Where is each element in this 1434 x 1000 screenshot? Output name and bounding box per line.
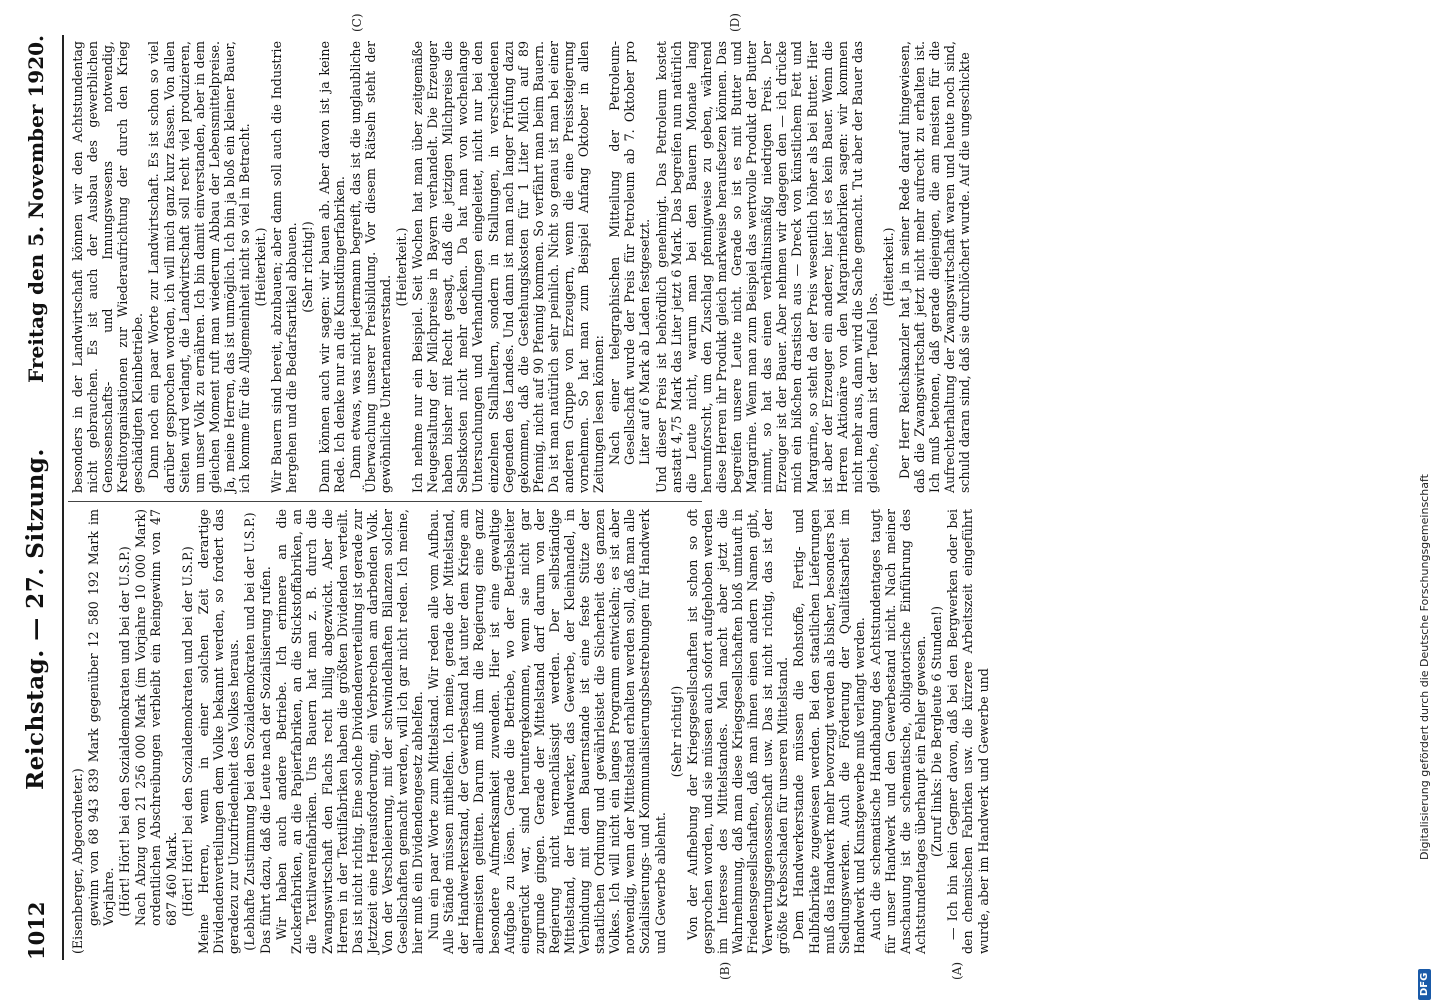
interjection: (Hört! Hört! bei den Sozialdemokraten und bei der U.S.P.)	[117, 546, 133, 917]
interjection: (Sehr richtig!)	[668, 685, 684, 778]
paragraph: Dem Handwerkerstande müssen die Rohstoffe, Fertig- und Halbfabrikate zugewiesen werden. Bei den staatlichen Lieferungen muß das Handwerk mehr bevorzugt werden als bisher, besonders bei Siedlungswerken. Auch die Förderung der Qualitätsarbeit im Handwerk und Kunstgewerbe muß verlangt werden.	[791, 509, 867, 954]
paragraph: Nach Abzug von 21 256 000 Mark (im Vorjahre 10 000 Mark) ordentlichen Abschreibungen verbleibt ein Reingewinn von 47 687 460 Mark.	[133, 509, 179, 926]
header-rule	[62, 35, 64, 960]
digitization-credit: Digitalisierung gefördert durch die Deutsche Forschungsgemeinschaft	[1418, 474, 1431, 860]
page-date: Freitag den 5. November 1920.	[24, 35, 48, 383]
paragraph: Und dieser Preis ist behördlich genehmigt. Das Petroleum kostet anstatt 4,75 Mark das Liter jetzt 6 Mark. Das begreifen nun natürlich die Leute nicht, warum man bei den Bauern Monate lang herumforscht, um den Zuschlag pfennigweise zu geben, während diese Herren ihr Produkt gleich markweise heraufsetzen können. Das begreifen unsere Leute nicht. Gerade so ist es mit Butter und Margarine. Wenn man zum Beispiel das wertvolle Produkt der Butter nimmt, so hat das einen verhältnismäßig niedrigen Preis. Der Erzeuger ist der Bauer. Aber nehmen wir dagegen den — ich drücke mich ein bißchen drastisch aus — Dreck von künstlichem Fett und Margarine, so steht da der Preis wesentlich höher als bei Butter. Hier ist aber der Erzeuger ein anderer, hier ist es kein Bauer. Wenn die Herren Aktionäre von den Margarinefabriken sagen: wir kommen nicht mehr aus, dann wird die Sache gemacht. Tut aber der Bauer das gleiche, dann ist der Teufel los.	[653, 41, 880, 493]
paragraph: gewinn von 68 943 839 Mark gegenüber 12 580 192 Mark im Vorjahre.	[86, 509, 117, 926]
page-title: Reichstag. — 27. Sitzung.	[22, 448, 49, 790]
margin-label-d: (D)	[728, 13, 742, 32]
margin-label-b: (B)	[718, 961, 732, 980]
column-divider	[68, 501, 702, 502]
margin-label-c: (C)	[350, 13, 364, 32]
interjection: (Heiterkeit.)	[880, 227, 896, 307]
paragraph: Nun ein paar Worte zum Mittelstand. Wir reden alle vom Aufbau. Alle Stände müssen mithelfen. Ich meine, gerade der Mittelstand, der Handwerkerstand, der Gewerbestand hat unter dem Kriege am allermeisten gelitten. Darum muß ihm die Regierung eine ganz besondere Aufmerksamkeit zuwenden. Hier ist eine gewaltige Aufgabe zu lösen. Gerade die Betriebe, wo der Betriebsleiter eingerückt war, sind heruntergekommen, wenn sie nicht gar zugrunde gingen. Gerade der Mittelstand darf darum von der Regierung nicht vernachlässigt werden. Der selbständige Mittelstand, der Handwerker, das Gewerbe, der Kleinhandel, in Verbindung mit dem Bauernstande ist eine feste Stütze der staatlichen Ordnung und gewährleistet die Sicherheit des ganzen Volkes. Ich will nicht ein langes Programm entwickeln; es ist aber notwendig, wenn der Mittelstand erhalten werden soll, daß man alle Sozialisierungs- und Kommunalisierungsbestrebungen für Handwerk und Gewerbe ablehnt.	[426, 509, 668, 954]
paragraph: Dann können auch wir sagen: wir bauen ab. Aber davon ist ja keine Rede. Ich denke nur an die Kunstdüngerfabriken.	[316, 41, 347, 493]
paragraph: Dann etwas, was nicht jedermann begreift, das ist die unglaubliche Überwachung unserer Preisbildung. Vor diesem Rätseln steht der gewöhnliche Untertanenverstand.	[347, 41, 393, 493]
paragraph: Der Herr Reichskanzler hat ja in seiner Rede darauf hingewiesen, daß die Zwangswirtschaft jetzt nicht mehr aufrecht zu erhalten ist. Ich muß betonen, daß gerade diejenigen, die am meisten für die Aufrechterhaltung der Zwangswirtschaft waren und heute noch sind, schuld daran sind, daß sie durchlöchert wurde. Auf die ungeschickte	[897, 41, 973, 493]
paragraph: besonders in der Landwirtschaft können wir den Achtstundentag nicht gebrauchen. Es ist auch der Ausbau des gewerblichen Genossenschafts- und Innungswesens notwendig, Kreditorganisationen zur Wiederaufrichtung der durch den Krieg geschädigten Kleinbetriebe.	[70, 41, 146, 493]
right-column	[70, 41, 973, 493]
quotation: Nach einer telegraphischen Mitteilung der Petroleum-Gesellschaft wurde der Preis für Petroleum ab 7. Oktober pro Liter auf 6 Mark ab Laden festgesetzt.	[607, 41, 653, 465]
dfg-logo: DFG	[1418, 969, 1431, 1000]
paragraph: Ich nehme nur ein Beispiel. Seit Wochen hat man über zeitgemäße Neugestaltung der Milchpreise in Bayern verhandelt. Die Erzeuger haben bisher mit Recht gesagt, daß die jetzigen Milchpreise die Selbstkosten nicht mehr decken. Da hat man von wochenlange Untersuchungen und Verhandlungen eingeleitet, nicht nur bei den einzelnen Stallhaltern, sondern in Stallungen, in verschiedenen Gegenden des Landes. Und dann ist man nach langer Prüfung dazu gekommen, daß die Gestehungskosten für 1 Liter Milch auf 89 Pfennig, nicht auf 90 Pfennig kommen. So verfährt man beim Bauern. Da ist man natürlich sehr peinlich. Nicht so genau ist man bei einer anderen Gruppe von Erzeugern, wenn die eine Preissteigerung vornehmen. So hat man zum Beispiel Anfang Oktober in allen Zeitungen lesen können:	[410, 41, 607, 493]
paragraph: Wir Bauern sind bereit, abzubauen; aber dann soll auch die Industrie hergehen und die Bedarfsartikel abbauen.	[269, 41, 300, 493]
interjection: (Heiterkeit.)	[393, 227, 409, 307]
page-header	[16, 35, 56, 960]
interjection: (Lebhafte Zustimmung bei den Sozialdemokraten und bei der U.S.P.)	[242, 512, 258, 951]
page-number: 1012	[24, 901, 49, 960]
left-column	[70, 509, 991, 954]
paragraph: Auch die schematische Handhabung des Achtstundentages taugt für unser Handwerk und den Gewerbestand nicht. Nach meiner Anschauung ist die schematische, obligatorische Einführung des Achtstundentages überhaupt ein Fehler gewesen.	[867, 509, 929, 954]
paragraph: Meine Herren, wenn in einer solchen Zeit derartige Dividendenverteilungen dem Volke bekannt werden, so fordert das geradezu zur Unzufriedenheit des Volkes heraus.	[195, 509, 241, 954]
paragraph: Wir haben auch andere Betriebe. Ich erinnere an die Zuckerfabriken, an die Papierfabriken, an die Stickstoffabriken, an die Textilwarenfabriken. Uns Bauern hat man z. B. durch die Zwangswirtschaft den Flachs recht billig abgezwickt. Aber die Herren in der Textilfabriken haben die größten Dividenden verteilt. Das ist nicht richtig. Eine solche Dividendenverteilung ist gerade zur Jetztzeit eine Herausforderung, ein Verbrechen am darbenden Volk. Von der Verschleierung, mit der schwindelhaften Bilanzen solcher Gesellschaften gemacht werden, will ich gar nicht reden. Ich meine, hier muß ein Dividendengesetz abhelfen.	[274, 509, 426, 954]
paragraph: (Eisenberger, Abgeordneter.)	[70, 768, 85, 954]
paragraph: Von der Aufhebung der Kriegsgesellschaften ist schon so oft gesprochen worden, und sie müssen auch sofort aufgehoben werden im Interesse des Mittelstandes. Man macht aber jetzt die Wahrnehmung, daß man diese Kriegsgesellschaften bloß umtauft in Friedensgesellschaften, daß man ihnen einen andern Namen gibt, Verwertungsgenossenschaft usw. Das ist nicht richtig, das ist der größte Krebsschaden für unseren Mittelstand.	[684, 509, 791, 954]
margin-label-a: (A)	[950, 961, 964, 980]
paragraph: — Ich bin kein Gegner davon, daß bei den Bergwerken oder bei den chemischen Fabriken usw. die kürzere Arbeitszeit eingeführt wurde, aber im Handwerk und Gewerbe und	[945, 509, 991, 954]
paragraph: Das führt dazu, daß die Leute nach der Sozialisierung rufen.	[258, 566, 274, 954]
interjection: (Sehr richtig!)	[300, 221, 316, 313]
interjection: (Heiterkeit.)	[253, 227, 269, 307]
paragraph: Dann noch ein paar Worte zur Landwirtschaft. Es ist schon so viel darüber gesprochen worden, ich will mich ganz kurz fassen. Von allen Seiten wird verlangt, die Landwirtschaft soll recht viel produzieren, um unser Volk zu ernähren. Ich bin damit einverstanden, aber in dem gleichen Moment ruft man wiederum Abbau der Lebensmittelpreise. Ja, meine Herren, das ist unmöglich. Ich bin ja bloß ein kleiner Bauer, ich komme für die Allgemeinheit nicht so viel in Betracht.	[146, 41, 253, 493]
interjection: (Zuruf links: Die Bergleute 6 Stunden!)	[929, 605, 945, 858]
interjection: (Hört! Hört! bei den Sozialdemokraten und bei der U.S.P.)	[179, 546, 195, 917]
